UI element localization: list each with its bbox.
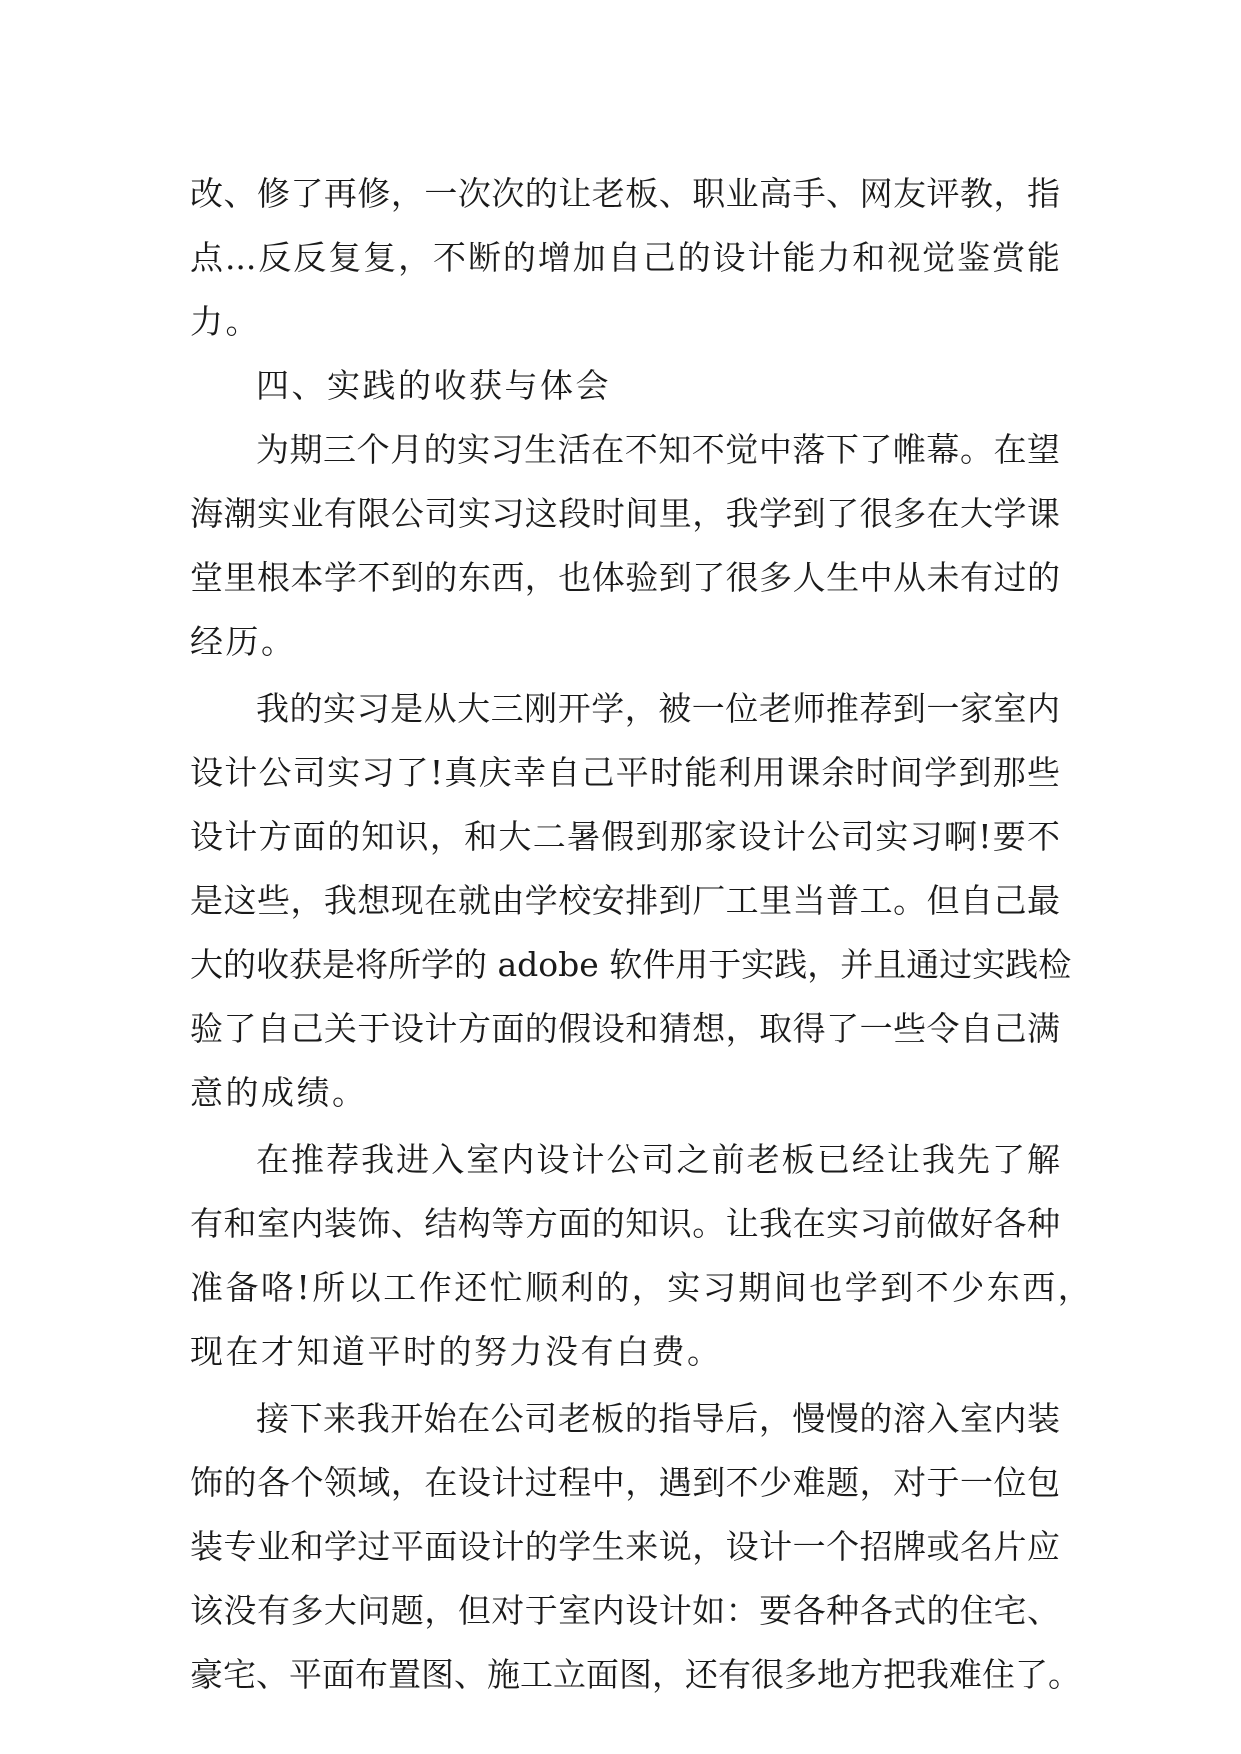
- text-line: 大的收获是将所学的 adobe 软件用于实践，并且通过实践检: [190, 945, 1072, 984]
- paragraph-first-line: 为期三个月的实习生活在不知不觉中落下了帷幕。在望: [256, 430, 1060, 469]
- text-line: 设计方面的知识，和大二暑假到那家设计公司实习啊!要不: [190, 817, 1060, 856]
- text-line: 是这些，我想现在就由学校安排到厂工里当普工。但自己最: [190, 881, 1060, 920]
- text-line: 验了自己关于设计方面的假设和猜想，取得了一些令自己满: [190, 1009, 1060, 1048]
- text-line: 准备咯!所以工作还忙顺利的，实习期间也学到不少东西，: [190, 1268, 1094, 1307]
- text-line: 经历。: [190, 622, 297, 661]
- section-heading: 四、实践的收获与体会: [256, 366, 611, 405]
- text-line: 堂里根本学不到的东西，也体验到了很多人生中从未有过的: [190, 558, 1060, 597]
- text-line: 力。: [190, 302, 261, 341]
- text-line: 点...反反复复，不断的增加自己的设计能力和视觉鉴赏能: [190, 238, 1060, 277]
- text-line: 有和室内装饰、结构等方面的知识。让我在实习前做好各种: [190, 1204, 1060, 1243]
- text-line: 意的成绩。: [190, 1073, 368, 1112]
- text-line: 现在才知道平时的努力没有白费。: [190, 1332, 723, 1371]
- text-line: 设计公司实习了!真庆幸自己平时能利用课余时间学到那些: [190, 753, 1060, 792]
- paragraph-first-line: 在推荐我进入室内设计公司之前老板已经让我先了解: [256, 1140, 1060, 1179]
- text-line: 豪宅、平面布置图、施工立面图，还有很多地方把我难住了。: [190, 1655, 1081, 1694]
- paragraph-first-line: 接下来我开始在公司老板的指导后，慢慢的溶入室内装: [256, 1399, 1060, 1438]
- text-line: 海潮实业有限公司实习这段时间里，我学到了很多在大学课: [190, 494, 1060, 533]
- text-line: 饰的各个领域，在设计过程中，遇到不少难题，对于一位包: [190, 1463, 1060, 1502]
- text-line: 该没有多大问题，但对于室内设计如：要各种各式的住宅、: [190, 1591, 1060, 1630]
- text-line: 装专业和学过平面设计的学生来说，设计一个招牌或名片应: [190, 1527, 1060, 1566]
- paragraph-first-line: 我的实习是从大三刚开学，被一位老师推荐到一家室内: [256, 689, 1060, 728]
- document-body: [190, 162, 1094, 1707]
- text-line: 改、修了再修，一次次的让老板、职业高手、网友评教，指: [190, 174, 1060, 213]
